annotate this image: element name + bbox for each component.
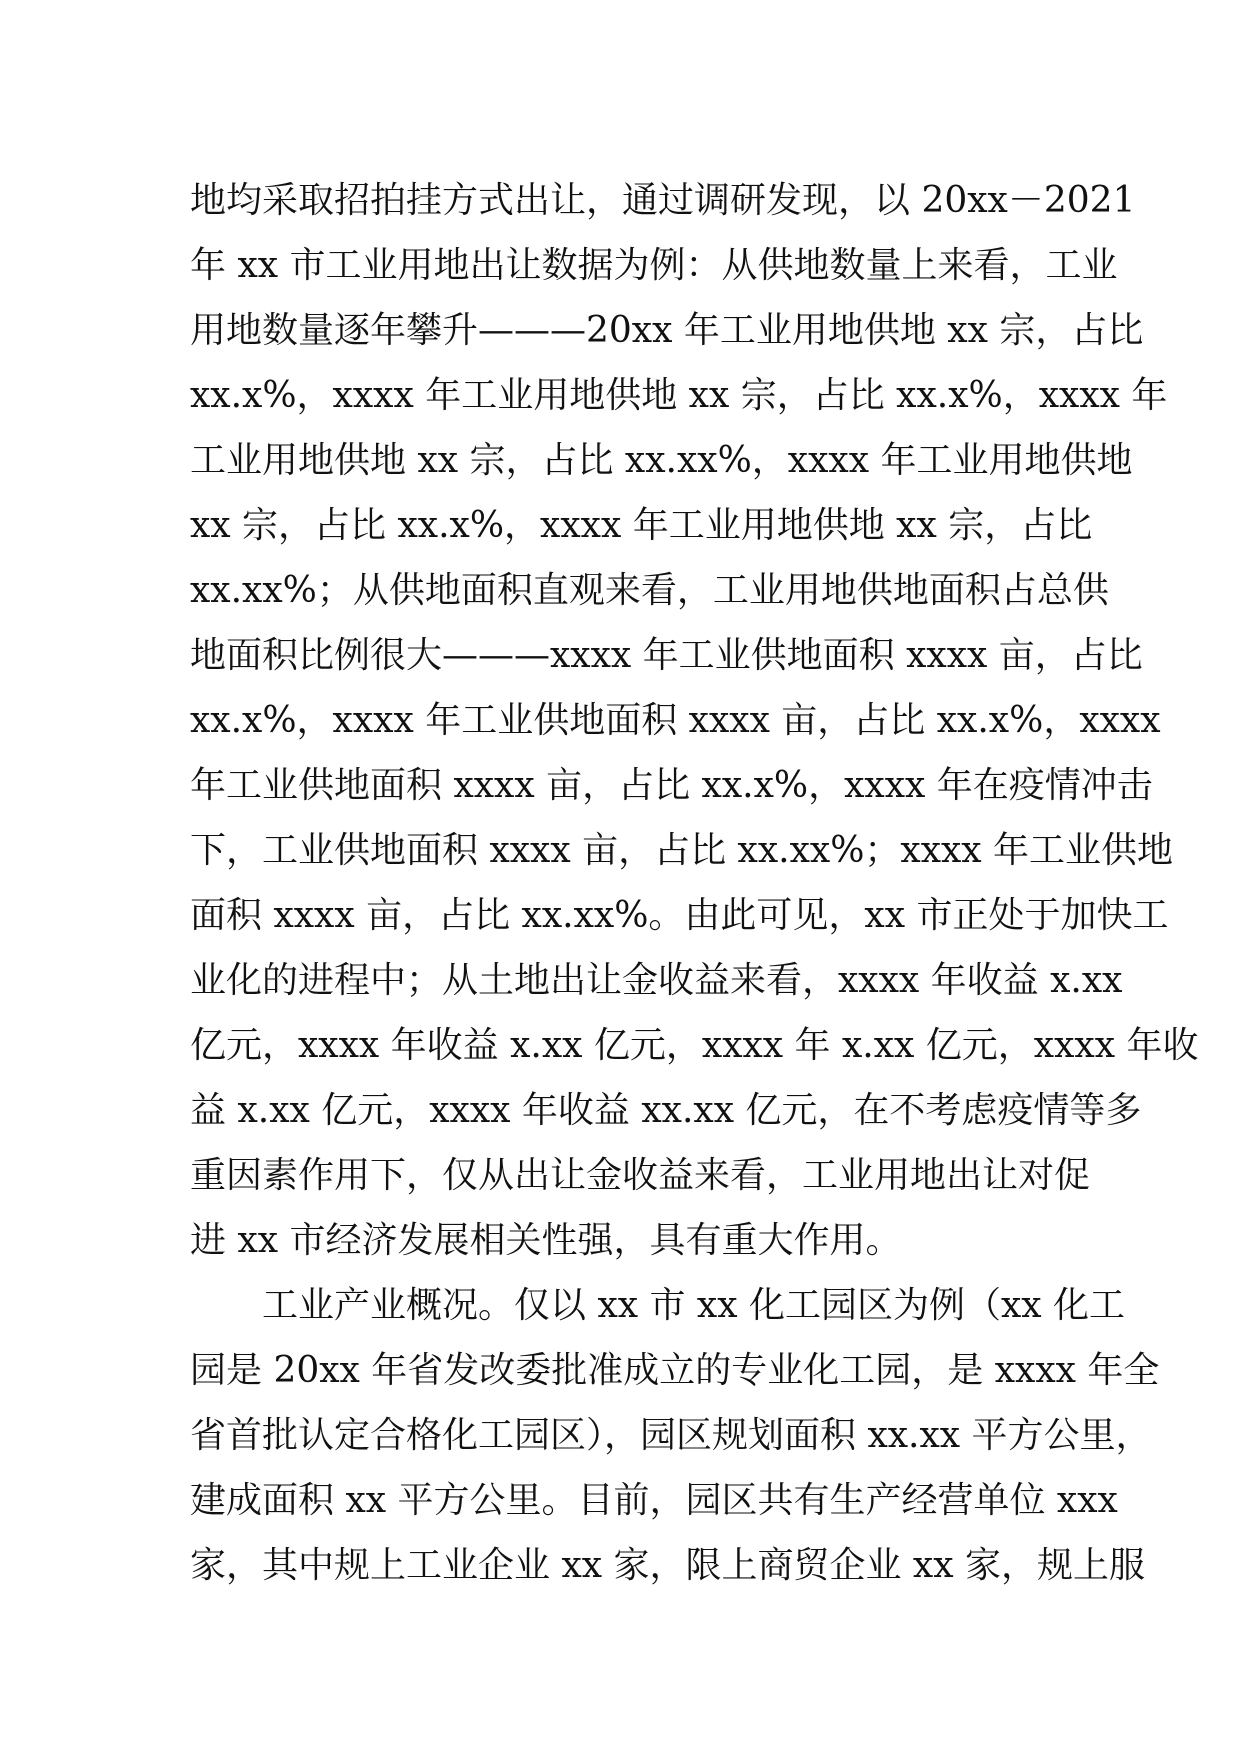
text-line: 重因素作用下，仅从出让金收益来看，工业用地出让对促 <box>190 1155 1091 1196</box>
text-line: 地面积比例很大———xxxx 年工业供地面积 xxxx 亩，占比 <box>190 635 1143 676</box>
text-line: xx.xx%；从供地面积直观来看，工业用地供地面积占总供 <box>190 570 1109 611</box>
text-line: 进 xx 市经济发展相关性强，具有重大作用。 <box>190 1220 902 1261</box>
text-line: 益 x.xx 亿元，xxxx 年收益 xx.xx 亿元，在不考虑疫情等多 <box>190 1090 1142 1131</box>
text-line: 园是 20xx 年省发改委批准成立的专业化工园，是 xxxx 年全 <box>190 1350 1160 1391</box>
text-line: xx.x%，xxxx 年工业用地供地 xx 宗，占比 xx.x%，xxxx 年 <box>190 375 1168 416</box>
text-line: 家，其中规上工业企业 xx 家，限上商贸企业 xx 家，规上服 <box>190 1545 1145 1586</box>
text-line: 下，工业供地面积 xxxx 亩，占比 xx.xx%；xxxx 年工业供地 <box>190 830 1174 871</box>
text-line: 面积 xxxx 亩，占比 xx.xx%。由此可见，xx 市正处于加快工 <box>190 895 1169 936</box>
text-line: 年工业供地面积 xxxx 亩，占比 xx.x%，xxxx 年在疫情冲击 <box>190 765 1153 806</box>
text-line: 亿元，xxxx 年收益 x.xx 亿元，xxxx 年 x.xx 亿元，xxxx 年收 <box>190 1025 1199 1066</box>
text-line: 业化的进程中；从土地出让金收益来看，xxxx 年收益 x.xx <box>190 960 1123 1001</box>
text-line: 地均采取招拍挂方式出让，通过调研发现，以 20xx－2021 <box>190 180 1136 221</box>
text-line: xx 宗，占比 xx.x%，xxxx 年工业用地供地 xx 宗，占比 <box>190 505 1093 546</box>
text-line: xx.x%，xxxx 年工业供地面积 xxxx 亩，占比 xx.x%，xxxx <box>190 700 1161 741</box>
text-line: 用地数量逐年攀升———20xx 年工业用地供地 xx 宗，占比 <box>190 310 1144 351</box>
text-line: 省首批认定合格化工园区），园区规划面积 xx.xx 平方公里， <box>190 1415 1152 1456</box>
paragraph-industry-overview <box>190 1273 1160 1598</box>
text-line: 工业产业概况。仅以 xx 市 xx 化工园区为例（xx 化工 <box>262 1285 1126 1326</box>
text-line: 工业用地供地 xx 宗，占比 xx.xx%，xxxx 年工业用地供地 <box>190 440 1133 481</box>
paragraph-land-data <box>190 168 1199 1273</box>
document-body <box>190 168 1199 1598</box>
text-line: 年 xx 市工业用地出让数据为例：从供地数量上来看，工业 <box>190 245 1118 286</box>
text-line: 建成面积 xx 平方公里。目前，园区共有生产经营单位 xxx <box>190 1480 1118 1521</box>
